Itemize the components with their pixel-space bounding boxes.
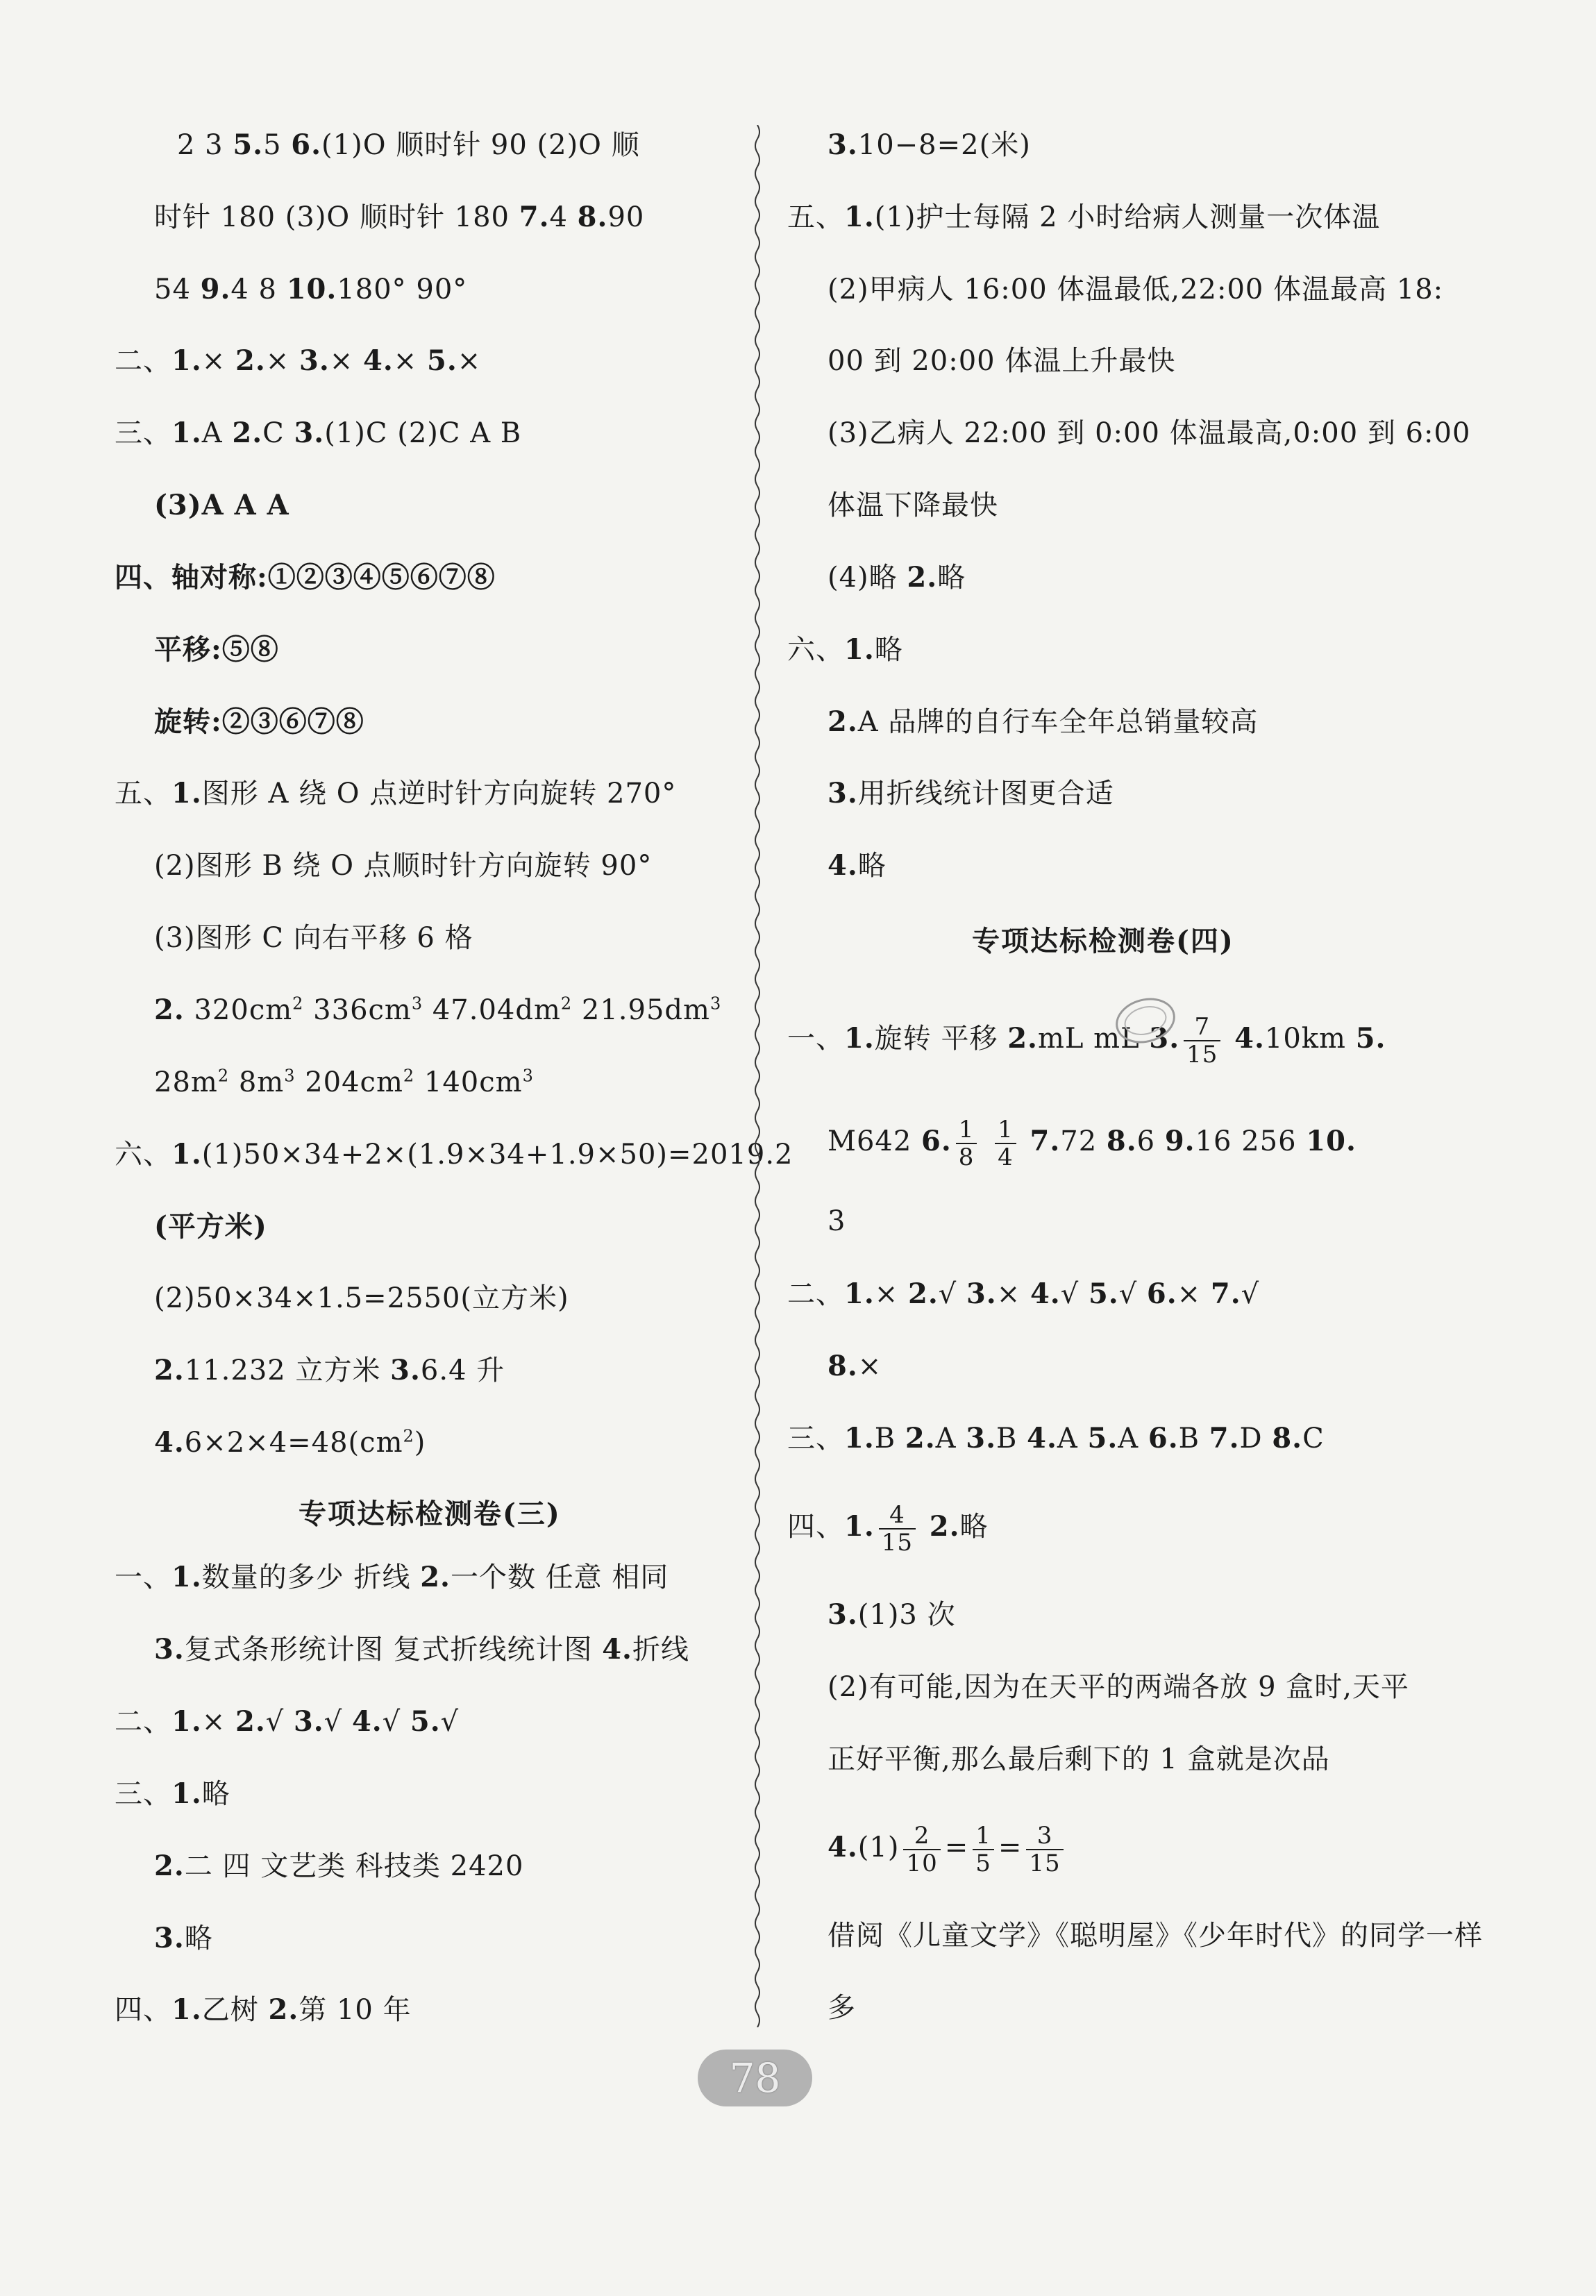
answer-line: 五、1.图形 A 绕 O 点逆时针方向旋转 270° [115,777,677,810]
answer-line: 平移:⑤⑧ [154,633,279,666]
answer-line: 六、1.略 [787,633,903,666]
answer-line: $4.6\times 2\times 4=48(cm^2)$ [154,1426,426,1459]
fraction: $\frac{4}{15}$ [879,1502,916,1556]
fraction: $\frac{7}{15}$ [1184,1014,1220,1068]
answer-line: 一、1.数量的多少 折线 2.一个数 任意 相同 [115,1561,669,1593]
answer-line: 二、1.× 2.√ 3.× 4.√ 5.√ 6.× 7.√ [787,1277,1260,1310]
answer-line: 正好平衡,那么最后剩下的 1 盒就是次品 [828,1743,1330,1775]
answer-line: 4.略 [828,849,887,882]
answer-line: 借阅《儿童文学》《聪明屋》《少年时代》的同学一样 [828,1920,1483,1952]
answer-line: 四、1.乙树 2.第 10 年 [115,1993,412,2026]
answer-line: 2.A 品牌的自行车全年总销量较高 [828,705,1259,738]
answer-line: 四、轴对称:①②③④⑤⑥⑦⑧ [115,561,496,594]
answer-line: 2. $320cm^2$ $336cm^3$ $47.04dm^2$ $21.95dm^3$ [154,994,722,1026]
answer-line: 3.用折线统计图更合适 [828,777,1114,810]
answer-line: (4)略 2.略 [828,561,966,594]
answer-line: (2)有可能,因为在天平的两端各放 9 盒时,天平 [828,1671,1409,1703]
answer-line: (3)乙病人 22:00 到 0:00 体温最高,0:00 到 6:00 [828,417,1471,449]
section-title: 专项达标检测卷(四) [972,925,1234,957]
answer-line: 四、1. $\frac{4}{15}$ 2.略 [787,1501,989,1557]
answer-line: 00 到 20:00 体温上升最快 [828,345,1176,377]
answer-line: 3.(1)3 次 [828,1598,956,1631]
answer-line: 2.11.232 立方米 3.6.4 升 [154,1354,505,1386]
answer-line: 多 [828,1992,856,2024]
answer-line: 3.复式条形统计图 复式折线统计图 4.折线 [154,1633,689,1666]
fraction: $\frac{2}{10}$ [903,1822,940,1877]
column-divider [753,125,762,2027]
page-number-badge: 78 [698,2050,812,2106]
answer-line: (3)图形 C 向右平移 6 格 [154,922,473,954]
answer-line: 4.(1) $\frac{2}{10}$ = $\frac{1}{5}$ = $\frac{3}{15}$ [828,1822,1068,1871]
section-title: 专项达标检测卷(三) [299,1498,561,1530]
answer-line: 旋转:②③⑥⑦⑧ [154,705,364,738]
answer-line: 三、1.略 [115,1777,230,1810]
answer-line: (2)50×34×1.5=2550(立方米) [154,1282,569,1314]
answer-line: 五、1.(1)护士每隔 2 小时给病人测量一次体温 [787,201,1381,233]
answer-line: $28m^2$ $8m^3$ $204cm^2$ $140cm^3$ [154,1066,534,1098]
answer-line: 2.二 四 文艺类 科技类 2420 [154,1850,524,1882]
answer-line: M642 6. $\frac{1}{8}$ $\frac{1}{4}$ 7.72 8.6 9.16 256 10. [828,1116,1356,1171]
answer-line: 8.× [828,1350,882,1382]
answer-line: 3.10−8=2(米) [828,128,1031,161]
answer-line: 3 [828,1205,846,1237]
answer-line: 2 3 5.5 6.(1)O 顺时针 90 (2)O 顺 [177,128,640,161]
answer-line: 3.略 [154,1922,213,1954]
fraction: $\frac{3}{15}$ [1026,1822,1063,1877]
answer-line: 六、1.(1)50×34+2×(1.9×34+1.9×50)=2019.2 [115,1138,793,1171]
answer-line: 二、1.× 2.√ 3.√ 4.√ 5.√ [115,1705,460,1738]
fraction: $\frac{1}{8}$ [956,1116,977,1171]
answer-line: (2)图形 B 绕 O 点顺时针方向旋转 90° [154,850,653,882]
answer-line: 三、1.B 2.A 3.B 4.A 5.A 6.B 7.D 8.C [787,1422,1325,1455]
answer-line: 二、1.× 2.× 3.× 4.× 5.× [115,344,482,377]
answer-line: 54 9.4 8 10.180° 90° [154,273,468,305]
answer-line: (平方米) [154,1210,267,1243]
answer-line: (3)A A A [154,489,289,521]
answer-line: 三、1.A 2.C 3.(1)C (2)C A B [115,417,522,449]
answer-line: (2)甲病人 16:00 体温最低,22:00 体温最高 18: [828,274,1444,305]
fraction: $\frac{1}{4}$ [995,1116,1016,1171]
answer-line: 时针 180 (3)O 顺时针 180 7.4 8.90 [154,201,645,233]
answer-line: 体温下降最快 [828,489,998,521]
fraction: $\frac{1}{5}$ [973,1822,994,1877]
answer-line: 一、1.旋转 平移 2.mL mL 3. $\frac{7}{15}$ 4.10km 5. [787,1013,1386,1069]
stamp-mark [1111,993,1180,1048]
